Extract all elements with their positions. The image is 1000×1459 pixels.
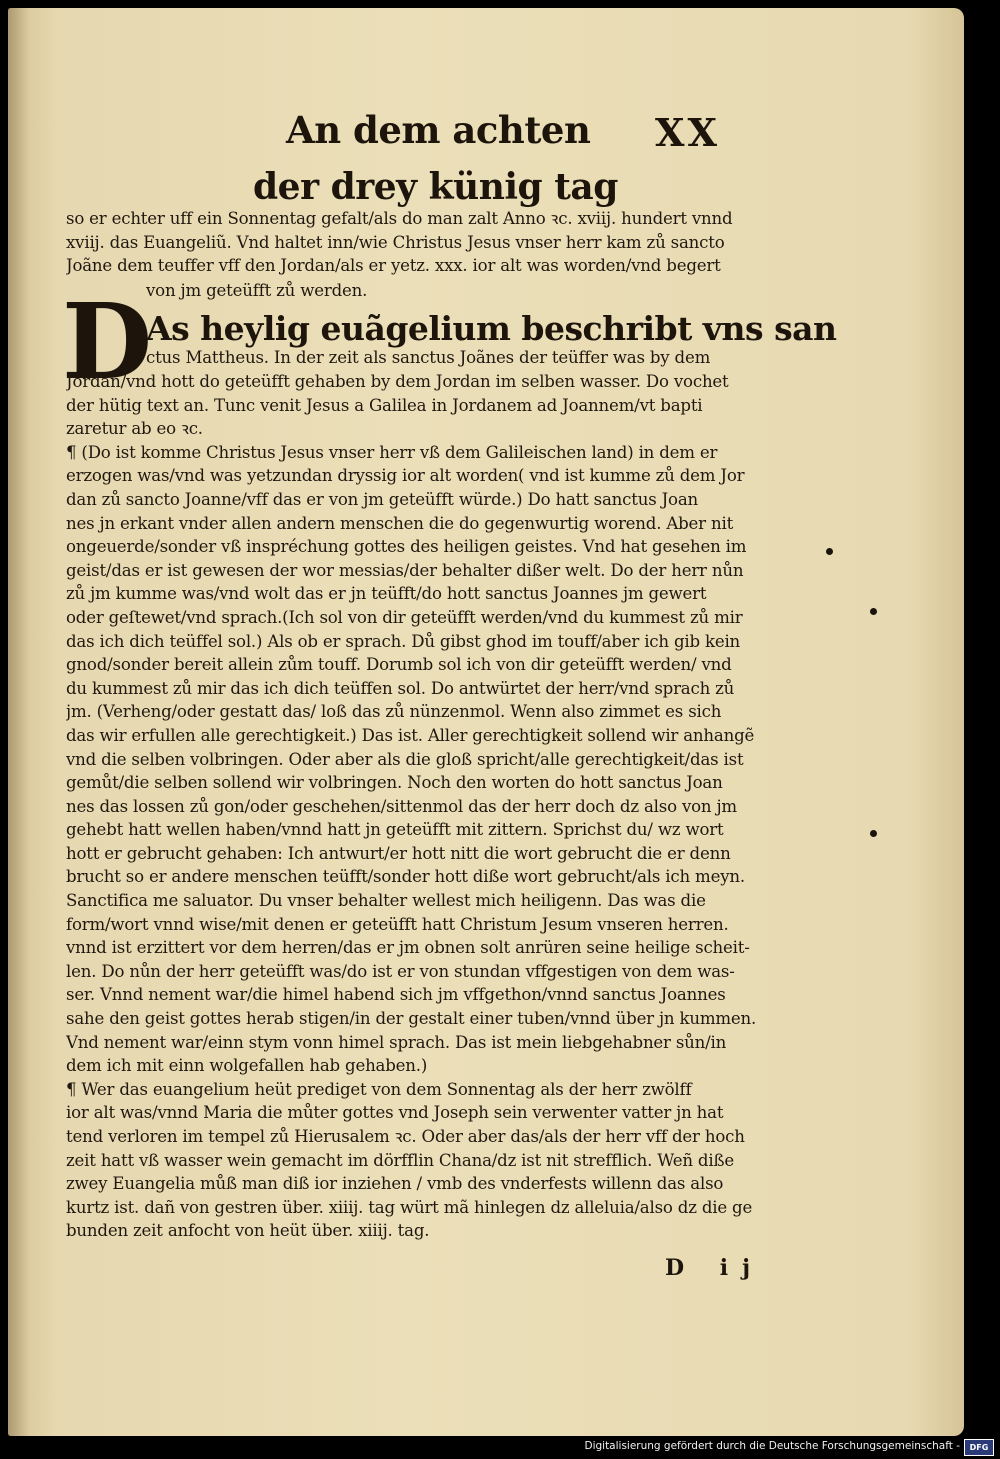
heading-line: Joãne dem teuffer vff den Jordan/als er yetz. xxx. ior alt was worden/vnd begert [66, 256, 721, 276]
body-line: form/wort vnnd wise/mit denen er geteüfft hatt Christum Jesum vnseren herren. [66, 914, 729, 934]
lead-line: As heylig euãgelium beschribt vns san [146, 309, 837, 348]
body-line: ior alt was/vnnd Maria die můter gottes vnd Joseph sein verwenter vatter jn hat [66, 1103, 724, 1123]
body-line: hott er gebrucht gehaben: Ich antwurt/er hott nitt die wort gebrucht die er denn [66, 843, 731, 863]
dfg-logo-text: DFG [969, 1443, 989, 1452]
body-line: gemůt/die selben sollend wir volbringen. Noch den worten do hott sanctus Joan [66, 773, 723, 793]
body-line: Vnd nement war/einn stym vonn himel sprach. Das ist mein liebgehabner sůn/in [66, 1032, 727, 1052]
footer-bar [0, 1436, 1000, 1459]
body-line: tend verloren im tempel zů Hierusalem ꝛc. Oder aber das/als der herr vff der hoch [66, 1127, 745, 1146]
body-line: bunden zeit anfocht von heüt über. xiiij. tag. [66, 1221, 430, 1241]
heading-line: so er echter uff ein Sonnentag gefalt/als do man zalt Anno ꝛc. xviij. hundert vnnd [66, 209, 733, 228]
body-line: zů jm kumme was/vnd wolt das er jn teüfft/do hott sanctus Joannes jm gewert [66, 584, 707, 604]
body-line: du kummest zů mir das ich dich teüffen sol. Do antwürtet der herr/vnd sprach zů [66, 678, 735, 698]
dfg-logo[interactable] [964, 1439, 994, 1456]
body-line: ¶ (Do ist komme Christus Jesus vnser herr vß dem Galileischen land) in dem er [66, 442, 718, 462]
body-line: nes das lossen zů gon/oder geschehen/sittenmol das der herr doch dz also von jm [66, 796, 737, 816]
body-first-line [146, 346, 766, 370]
ink-spot [870, 830, 877, 837]
gutter-shadow [8, 8, 30, 1436]
heading-paragraph [66, 207, 766, 278]
body-line: vnnd ist erzittert vor dem herren/das er jm obnen solt anrüren seine heilige scheit- [66, 938, 750, 958]
body-text [66, 370, 766, 1243]
body-line: zeit hatt vß wasser wein gemacht im dörfflin Chana/dz ist nit strefflich. Weñ diße [66, 1150, 734, 1170]
body-line: sahe den geist gottes herab stigen/in der gestalt einer tuben/vnnd über jn kummen. [66, 1009, 757, 1029]
body-line: vnd die selben volbringen. Oder aber als die gloß spricht/alle gerechtigkeit/das ist [66, 749, 744, 769]
heading-line: von jm geteüfft zů werden. [146, 281, 368, 300]
body-line: das ich dich teüffel sol.) Als ob er sprach. Dů gibst ghod im touff/aber ich gib kein [66, 631, 741, 651]
body-line: zwey Euangelia můß man diß ior inziehen / vmb des vnderfests willenn das also [66, 1174, 724, 1194]
section-subtitle: der drey künig tag [253, 166, 618, 208]
decorated-initial: D [62, 280, 153, 403]
body-line: brucht so er andere menschen teüfft/sonder hott diße wort gebrucht/als ich meyn. [66, 867, 745, 887]
heading-line: xviij. das Euangeliũ. Vnd haltet inn/wie Christus Jesus vnser herr kam zů sancto [66, 232, 725, 252]
body-line: zaretur ab eo ꝛc. [66, 419, 203, 439]
funding-credit: Digitalisierung gefördert durch die Deutsche Forschungsgemeinschaft - [584, 1440, 960, 1452]
body-line: der hütig text an. Tunc venit Jesus a Galilea in Jordanem ad Joannem/vt bapti [66, 395, 703, 415]
body-line: Sanctifica me saluator. Du vnser behalter wellest mich heiligenn. Das was die [66, 891, 706, 911]
body-line: ctus Mattheus. In der zeit als sanctus Joãnes der teüffer was by dem [146, 348, 711, 367]
ink-spot [870, 608, 877, 615]
body-line: das wir erfullen alle gerechtigkeit.) Das ist. Aller gerechtigkeit sollend wir anhangẽ [66, 725, 755, 745]
heading-last-line [146, 279, 766, 302]
body-line: dan zů sancto Joanne/vff das er von jm geteüfft würde.) Do hatt sanctus Joan [66, 489, 699, 509]
body-line: gnod/sonder bereit allein zům touff. Dorumb sol ich von dir geteüfft werden/ vnd [66, 655, 732, 675]
body-line: gehebt hatt wellen haben/vnnd hatt jn geteüfft mit zittern. Sprichst du/ wz wort [66, 820, 724, 840]
folio-number: XX [655, 110, 720, 155]
ink-spot [826, 548, 833, 555]
body-line: erzogen was/vnd was yetzundan dryssig ior alt worden( vnd ist kumme zů dem Jor [66, 466, 745, 486]
body-line: Jordan/vnd hott do geteüfft gehaben by dem Jordan im selben wasser. Do vochet [66, 372, 729, 391]
body-line: nes jn erkant vnder allen andern menschen die do gegenwurtig worend. Aber nit [66, 513, 734, 533]
body-line: ongeuerde/sonder vß inspréchung gottes des heiligen geistes. Vnd hat gesehen im [66, 537, 747, 557]
running-title: An dem achten [286, 108, 591, 152]
signature-mark: D ij [665, 1255, 765, 1281]
body-line: ¶ Wer das euangelium heüt prediget von dem Sonnentag als der herr zwölff [66, 1079, 692, 1099]
body-line: kurtz ist. dañ von gestren über. xiiij. tag würt mã hinlegen dz alleluia/also dz die ge [66, 1197, 753, 1217]
body-line: oder geſtewet/vnd sprach.(Ich sol von dir geteüfft werden/vnd du kummest zů mir [66, 607, 743, 627]
body-line: dem ich mit einn wolgefallen hab gehaben.) [66, 1056, 428, 1076]
body-line: geist/das er ist gewesen der wor messias/der behalter dißer welt. Do der herr nůn [66, 560, 744, 580]
body-line: len. Do nůn der herr geteüfft was/do ist er von stundan vffgestigen von dem was- [66, 961, 735, 981]
body-line: jm. (Verheng/oder gestatt das/ loß das zů nünzenmol. Wenn also zimmet es sich [66, 702, 722, 722]
body-line: ser. Vnnd nement war/die himel habend sich jm vffgethon/vnnd sanctus Joannes [66, 985, 726, 1005]
